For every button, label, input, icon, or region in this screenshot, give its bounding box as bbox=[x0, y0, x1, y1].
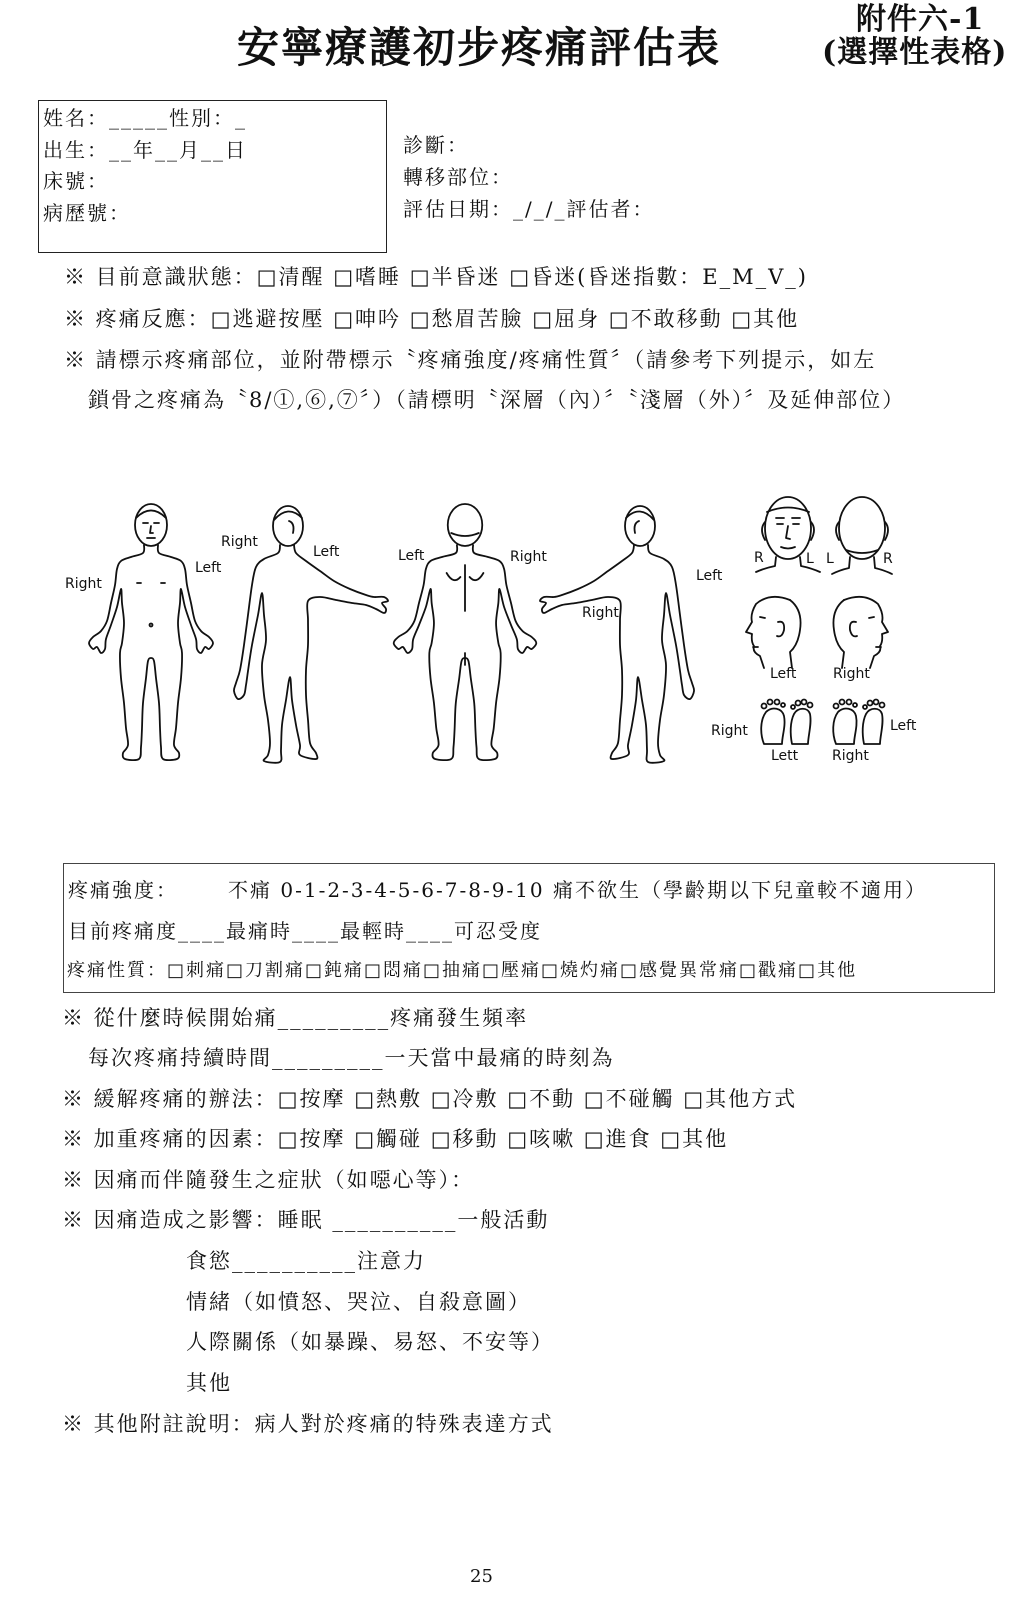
pain-duration-question: 每次疼痛持續時間_________一天當中最痛的時刻為 bbox=[88, 1046, 615, 1070]
toe bbox=[874, 700, 879, 705]
head-back-left-label: L bbox=[826, 551, 834, 567]
toe bbox=[808, 703, 813, 708]
profile-features bbox=[850, 617, 881, 647]
impact-appetite-line: 食慾__________注意力 bbox=[186, 1249, 426, 1273]
eyes-brows bbox=[776, 518, 800, 524]
pain-quality-line: 疼痛性質：□刺痛□刀割痛□鈍痛□悶痛□抽痛□壓痛□燒灼痛□感覺異常痛□戳痛□其他 bbox=[67, 960, 858, 981]
toe bbox=[840, 700, 845, 705]
toe bbox=[863, 705, 867, 709]
head-back-right-label: R bbox=[883, 551, 893, 567]
feet-pair-right bbox=[833, 700, 884, 745]
hairline bbox=[626, 511, 654, 520]
impact-other-line: 其他 bbox=[186, 1371, 232, 1395]
pain-response-item: ※ 疼痛反應：□逃避按壓 □呻吟 □愁眉苦臉 □屈身 □不敢移動 □其他 bbox=[64, 307, 800, 331]
head-front-left-label: L bbox=[806, 551, 814, 567]
foot-sole bbox=[833, 709, 856, 744]
side-a-left-label: Left bbox=[313, 544, 340, 560]
head-profile-left bbox=[746, 597, 801, 668]
profile-features bbox=[753, 617, 784, 647]
side-b-left-label: Left bbox=[696, 568, 723, 584]
additional-notes-question: ※ 其他附註說明：病人對於疼痛的特殊表達方式 bbox=[62, 1412, 554, 1436]
feet-right-upper-label: Right bbox=[711, 723, 748, 739]
toe bbox=[791, 705, 795, 709]
ear-mark bbox=[635, 521, 640, 533]
toe bbox=[781, 703, 785, 707]
pain-levels-line: 目前疼痛度____最痛時____最輕時____可忍受度 bbox=[68, 919, 542, 943]
accompanying-symptoms-question: ※ 因痛而伴隨發生之症狀（如噁心等）： bbox=[62, 1168, 475, 1192]
pain-impact-question: ※ 因痛造成之影響：睡眠 __________一般活動 bbox=[62, 1208, 550, 1232]
side-a-right-label: Right bbox=[221, 534, 258, 550]
body-figure-front bbox=[89, 504, 213, 760]
hairline bbox=[136, 511, 166, 519]
feet-left-upper-label: Left bbox=[890, 718, 917, 734]
birth-date-field: 出生：__年__月__日 bbox=[43, 138, 247, 162]
name-gender-field: 姓名：_____性別：_ bbox=[43, 106, 247, 130]
back-view-right-label: Right bbox=[510, 549, 547, 565]
back-marks bbox=[447, 565, 484, 665]
feet-left-lower-label: Lett bbox=[771, 748, 799, 764]
toe bbox=[834, 704, 839, 709]
back-view-left-label: Left bbox=[398, 548, 425, 564]
hairline bbox=[274, 511, 302, 520]
pain-intensity-scale: 不痛 0-1-2-3-4-5-6-7-8-9-10 痛不欲生（學齡期以下兒童較不適用） bbox=[228, 878, 927, 902]
head-back-contour bbox=[790, 600, 801, 668]
pain-intensity-label: 疼痛強度： bbox=[68, 878, 178, 902]
impact-relationships-line: 人際關係（如暴躁、易怒、不安等） bbox=[186, 1330, 554, 1354]
pain-aggravation-question: ※ 加重疼痛的因素：□按摩 □觸碰 □移動 □咳嗽 □進食 □其他 bbox=[62, 1127, 729, 1151]
body-figure-back bbox=[394, 504, 537, 760]
toe bbox=[796, 701, 801, 706]
foot-sole bbox=[791, 709, 811, 744]
mark-location-instruction: ※ 請標示疼痛部位，並附帶標示〝疼痛強度/疼痛性質〞（請參考下列提示，如左 bbox=[64, 348, 877, 372]
toe bbox=[768, 700, 773, 705]
pain-onset-question: ※ 從什麼時候開始痛_________疼痛發生頻率 bbox=[62, 1006, 529, 1030]
body-outline bbox=[89, 545, 213, 760]
nose-mouth bbox=[781, 526, 795, 549]
toe bbox=[880, 703, 885, 708]
body-outline bbox=[234, 545, 388, 763]
head-front-right-label: R bbox=[754, 550, 764, 566]
optional-form-note: (選擇性表格) bbox=[822, 35, 1008, 70]
diagnosis-field: 診斷： bbox=[403, 133, 469, 157]
profile-right-label: Right bbox=[833, 666, 870, 682]
foot-sole bbox=[863, 709, 883, 744]
head-profile-right bbox=[833, 597, 888, 668]
pain-relief-question: ※ 緩解疼痛的辦法：□按摩 □熱敷 □冷敷 □不動 □不碰觸 □其他方式 bbox=[62, 1087, 798, 1111]
face-features bbox=[143, 523, 159, 538]
form-title: 安寧療護初步疼痛評估表 bbox=[237, 23, 722, 72]
ears bbox=[836, 522, 888, 540]
head-outline bbox=[448, 504, 483, 546]
consciousness-item: ※ 目前意識狀態：□清醒 □嗜睡 □半昏迷 □昏迷(昏迷指數：E_M_V_) bbox=[64, 265, 808, 289]
feet-pair-left bbox=[761, 700, 812, 745]
pain-intensity-box bbox=[63, 863, 995, 993]
foot-sole bbox=[761, 709, 784, 744]
toe bbox=[802, 700, 807, 705]
ear-mark bbox=[289, 521, 294, 533]
body-outline bbox=[540, 545, 694, 763]
body-figure-side-b bbox=[540, 506, 694, 763]
bed-number-field: 床號： bbox=[43, 169, 109, 193]
attachment-label: 附件六-1 bbox=[856, 2, 985, 37]
hairline bbox=[767, 508, 809, 513]
toe bbox=[847, 700, 852, 705]
navel-mark bbox=[150, 624, 153, 627]
feet-right-lower-label: Right bbox=[832, 748, 869, 764]
toe bbox=[853, 703, 857, 707]
front-view-right-label: Right bbox=[65, 576, 102, 592]
toe bbox=[868, 701, 873, 706]
assessment-date-field: 評估日期：_/_/_評估者： bbox=[403, 197, 655, 221]
patient-info-box bbox=[38, 100, 387, 253]
impact-emotion-line: 情緒（如憤怒、哭泣、自殺意圖） bbox=[186, 1290, 531, 1314]
head-back-contour bbox=[833, 600, 844, 668]
toe bbox=[762, 704, 767, 709]
metastasis-field: 轉移部位： bbox=[403, 165, 513, 189]
side-b-right-label: Right bbox=[582, 605, 619, 621]
toe bbox=[775, 700, 780, 705]
page-number: 25 bbox=[470, 1566, 493, 1587]
hairline bbox=[451, 533, 479, 536]
mark-location-instruction-continued: 鎖骨之疼痛為〝8/①,⑥,⑦〞）（請標明〝深層（內）〞〝淺層（外）〞及延伸部位） bbox=[88, 388, 906, 412]
hairline bbox=[846, 550, 878, 553]
body-diagram bbox=[0, 480, 1035, 780]
front-view-left-label: Left bbox=[195, 560, 222, 576]
chart-number-field: 病歷號： bbox=[43, 201, 131, 225]
profile-left-label: Left bbox=[770, 666, 797, 682]
